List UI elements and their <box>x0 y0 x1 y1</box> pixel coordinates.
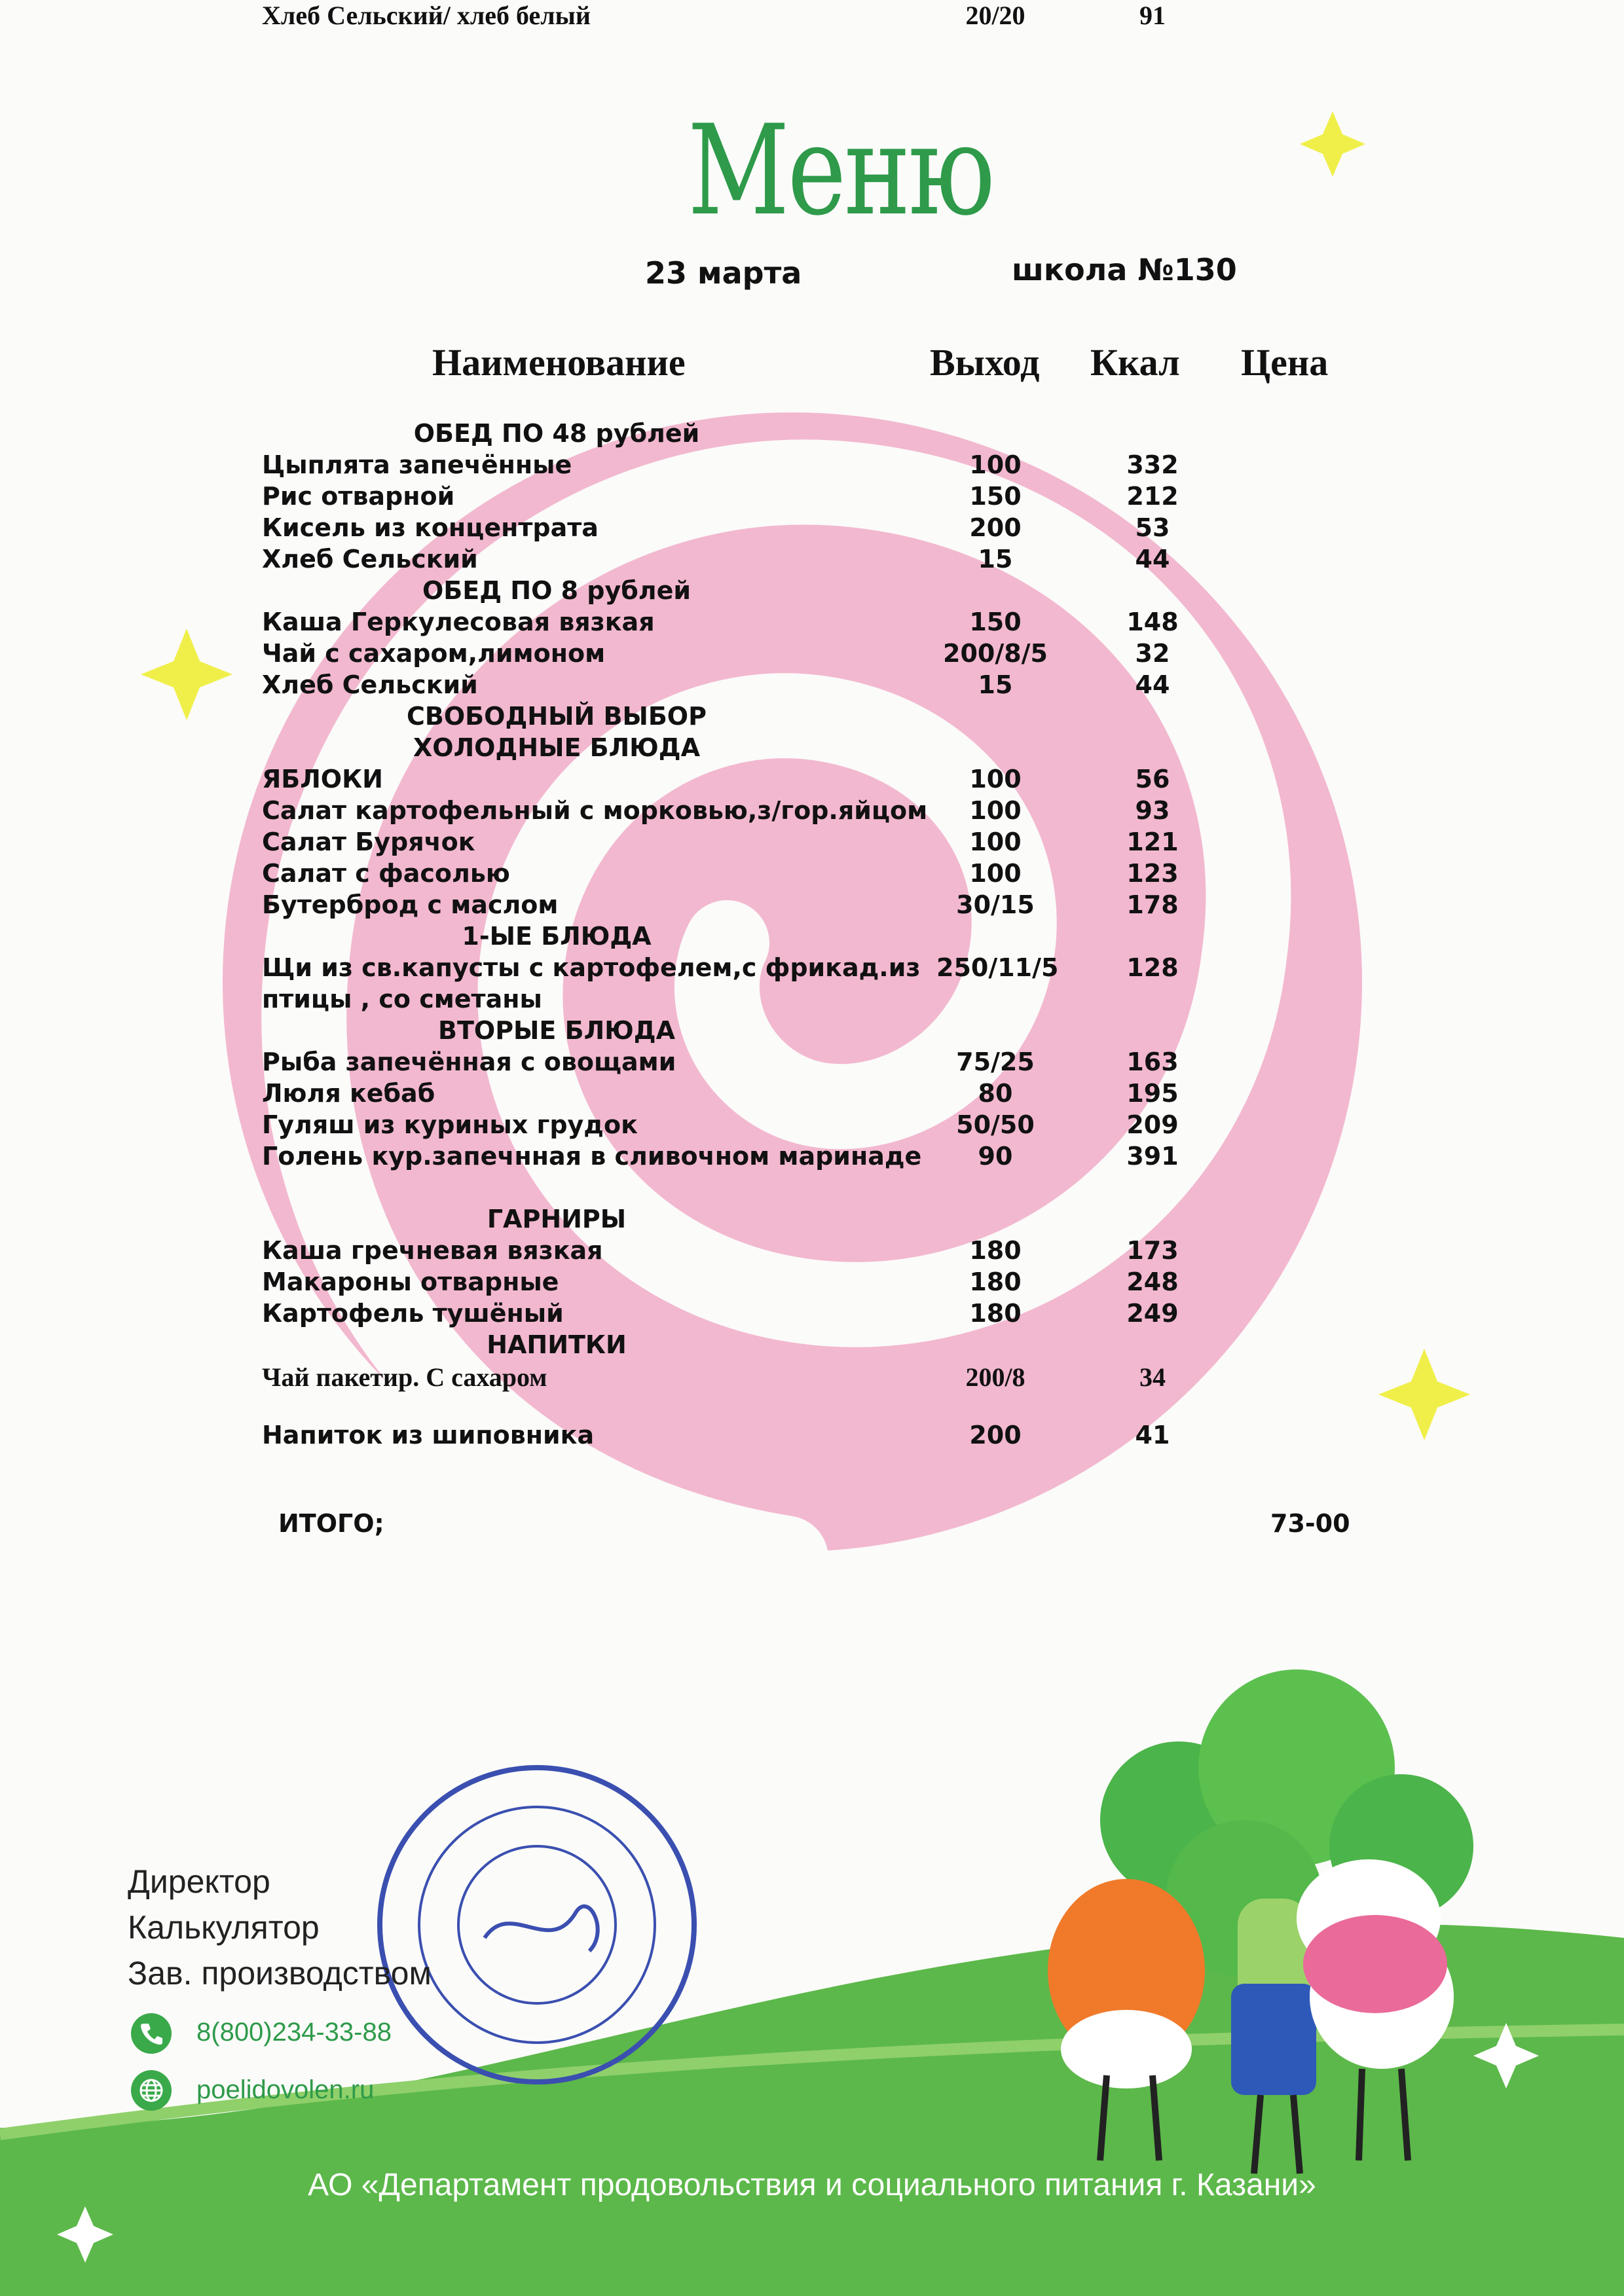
menu-row <box>0 1362 1624 1393</box>
section-title: СВОБОДНЫЙ ВЫБОР <box>407 702 707 731</box>
official-stamp <box>380 1768 694 2082</box>
dish-name: Салат Бурячок <box>262 828 475 856</box>
dish-yield: 20/20 <box>965 1 1025 30</box>
dish-kcal: 148 <box>1126 608 1179 636</box>
globe-icon <box>131 2070 172 2111</box>
section-title: ГАРНИРЫ <box>487 1205 627 1233</box>
dish-kcal: 128 <box>1126 953 1179 982</box>
dish-name: Каша Геркулесовая вязкая <box>262 608 655 636</box>
dish-name: Хлеб Сельский/ хлеб белый <box>262 1 591 30</box>
dish-yield: 100 <box>969 450 1022 479</box>
section-heading <box>0 1330 1624 1362</box>
dish-yield: 180 <box>969 1299 1022 1328</box>
dish-name: Хлеб Сельский <box>262 670 478 699</box>
dish-name: Напиток из шиповника <box>262 1421 595 1449</box>
dish-name: Бутерброд с маслом <box>262 890 559 919</box>
dish-kcal: 249 <box>1126 1299 1179 1328</box>
dish-name: птицы , со сметаны <box>262 985 542 1013</box>
dish-yield: 200 <box>969 513 1022 542</box>
section-heading <box>0 922 1624 953</box>
phone-icon <box>131 2013 172 2054</box>
dish-name: Рис отварной <box>262 482 455 511</box>
column-header-price: Цена <box>1241 341 1329 384</box>
signature-director: Директор <box>128 1863 270 1900</box>
dish-yield: 100 <box>969 828 1022 856</box>
signature-calculator: Калькулятор <box>128 1909 320 1946</box>
dish-kcal: 44 <box>1135 545 1170 574</box>
menu-row <box>0 639 1624 670</box>
dish-yield: 150 <box>969 482 1022 511</box>
section-title: ХОЛОДНЫЕ БЛЮДА <box>413 733 701 762</box>
dish-yield: 75/25 <box>956 1048 1035 1076</box>
menu-row <box>0 482 1624 513</box>
menu-row <box>0 1048 1624 1079</box>
dish-name: Чай пакетир. С сахаром <box>262 1362 547 1392</box>
dish-kcal: 195 <box>1126 1079 1179 1108</box>
dish-kcal: 212 <box>1126 482 1179 511</box>
dish-yield: 15 <box>978 545 1013 574</box>
dish-name: Каша гречневая вязкая <box>262 1236 603 1265</box>
school-name: школа №130 <box>1012 252 1237 287</box>
menu-row <box>0 1267 1624 1299</box>
organization-name: АО «Департамент продовольствия и социального питания г. Казани» <box>308 2168 1316 2202</box>
dish-kcal: 391 <box>1126 1142 1179 1171</box>
menu-row <box>0 513 1624 545</box>
dish-kcal: 163 <box>1126 1048 1179 1076</box>
dish-kcal: 41 <box>1135 1421 1170 1449</box>
menu-row <box>0 828 1624 859</box>
website-link[interactable]: poelidovolen.ru <box>196 2075 375 2104</box>
column-header-name: Наименование <box>432 341 686 384</box>
dish-name: Гуляш из куриных грудок <box>262 1110 638 1139</box>
dish-kcal: 34 <box>1139 1362 1166 1392</box>
dish-kcal: 248 <box>1126 1267 1179 1296</box>
dish-kcal: 32 <box>1135 639 1170 668</box>
dish-name: ЯБЛОКИ <box>262 765 383 793</box>
dish-kcal: 93 <box>1135 796 1170 825</box>
dish-yield: 15 <box>978 670 1013 699</box>
dish-kcal: 332 <box>1126 450 1179 479</box>
dish-name: Кисель из концентрата <box>262 513 599 542</box>
dish-name: Салат с фасолью <box>262 859 510 888</box>
phone-number[interactable]: 8(800)234-33-88 <box>196 2018 392 2047</box>
menu-row <box>0 765 1624 796</box>
dish-yield: 180 <box>969 1267 1022 1296</box>
menu-row <box>0 1299 1624 1330</box>
dish-kcal: 209 <box>1126 1110 1179 1139</box>
menu-row <box>0 670 1624 702</box>
menu-row <box>0 1421 1624 1452</box>
section-title: ОБЕД ПО 8 рублей <box>422 576 692 605</box>
page-title: Меню <box>688 98 993 243</box>
menu-row <box>0 890 1624 922</box>
dish-kcal: 53 <box>1135 513 1170 542</box>
dish-yield: 250/11/5 <box>936 953 1059 982</box>
menu-row <box>0 450 1624 482</box>
dish-kcal: 123 <box>1126 859 1179 888</box>
dish-yield: 100 <box>969 796 1022 825</box>
section-title: ВТОРЫЕ БЛЮДА <box>438 1016 675 1045</box>
section-heading <box>0 733 1624 765</box>
section-heading <box>0 1205 1624 1236</box>
section-heading <box>0 419 1624 450</box>
menu-row <box>0 0 1624 31</box>
dish-kcal: 178 <box>1126 890 1179 919</box>
dish-name: Щи из св.капусты с картофелем,с фрикад.из <box>262 953 921 982</box>
menu-row <box>0 1110 1624 1142</box>
dish-yield: 80 <box>978 1079 1013 1108</box>
signature-production-head: Зав. производством <box>128 1955 432 1992</box>
menu-row <box>0 859 1624 890</box>
dish-yield: 50/50 <box>956 1110 1035 1139</box>
dish-yield: 200/8/5 <box>943 639 1048 668</box>
menu-row <box>0 1079 1624 1110</box>
menu-row <box>0 608 1624 639</box>
column-header-yield: Выход <box>930 341 1040 384</box>
dish-yield: 30/15 <box>956 890 1035 919</box>
dish-kcal: 56 <box>1135 765 1170 793</box>
menu-row <box>0 1236 1624 1267</box>
dish-name: Хлеб Сельский <box>262 545 478 574</box>
dish-yield: 180 <box>969 1236 1022 1265</box>
dish-name: Картофель тушёный <box>262 1299 564 1328</box>
dish-kcal: 121 <box>1126 828 1179 856</box>
menu-row <box>0 1142 1624 1173</box>
section-heading <box>0 1016 1624 1048</box>
dish-name: Салат картофельный с морковью,з/гор.яйцом <box>262 796 928 825</box>
dish-kcal: 44 <box>1135 670 1170 699</box>
dish-yield: 200/8 <box>965 1362 1025 1392</box>
dish-yield: 100 <box>969 765 1022 793</box>
dish-name: Рыба запечённая с овощами <box>262 1048 676 1076</box>
section-heading <box>0 702 1624 733</box>
section-heading <box>0 576 1624 608</box>
dish-yield: 90 <box>978 1142 1013 1171</box>
dish-kcal: 173 <box>1126 1236 1179 1265</box>
dish-name: Макароны отварные <box>262 1267 559 1296</box>
dish-kcal: 91 <box>1139 1 1166 30</box>
dish-name: Чай с сахаром,лимоном <box>262 639 606 668</box>
menu-date: 23 марта <box>645 255 802 291</box>
dish-yield: 100 <box>969 859 1022 888</box>
dish-yield: 200 <box>969 1421 1022 1449</box>
menu-row <box>0 545 1624 576</box>
total-label: ИТОГО; <box>278 1509 384 1538</box>
section-title: 1-ЫЕ БЛЮДА <box>462 922 652 951</box>
menu-row <box>0 985 1624 1016</box>
dish-yield: 150 <box>969 608 1022 636</box>
menu-row <box>0 796 1624 828</box>
dish-name: Люля кебаб <box>262 1079 435 1108</box>
menu-row <box>0 953 1624 985</box>
column-header-kcal: Ккал <box>1090 341 1180 384</box>
dish-name: Голень кур.запечнная в сливочном маринаде <box>262 1142 922 1171</box>
section-title: НАПИТКИ <box>487 1330 627 1359</box>
total-price: 73-00 <box>1270 1509 1350 1538</box>
dish-name: Цыплята запечённые <box>262 450 572 479</box>
section-title: ОБЕД ПО 48 рублей <box>413 419 700 448</box>
